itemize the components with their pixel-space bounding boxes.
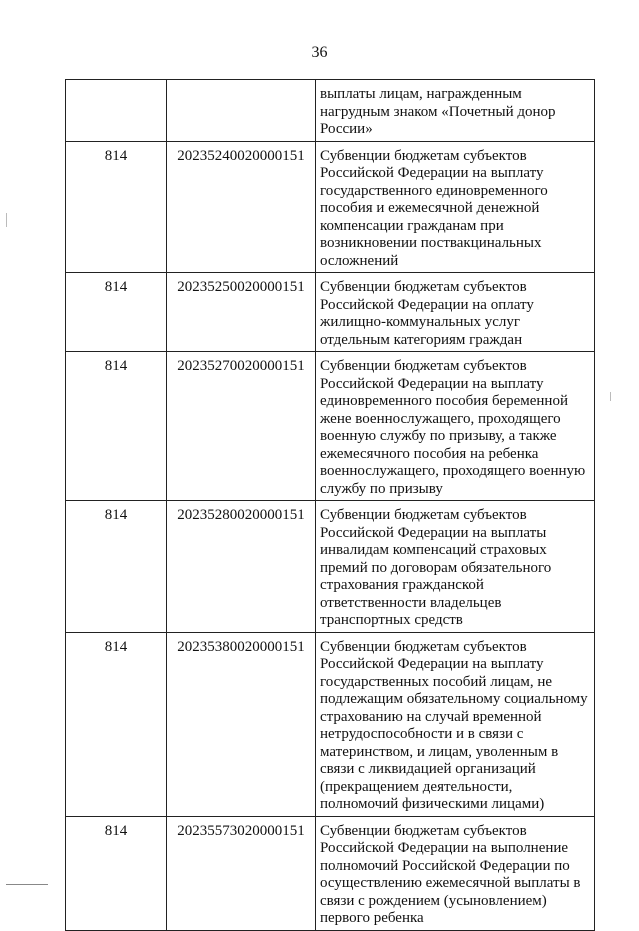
budget-code-cell: 20235280020000151 xyxy=(167,501,316,633)
admin-code-cell: 814 xyxy=(66,273,167,352)
budget-classification-table xyxy=(65,79,595,931)
footer-rule xyxy=(6,884,48,885)
admin-code-cell: 814 xyxy=(66,632,167,816)
admin-code-cell: 814 xyxy=(66,141,167,273)
table-row xyxy=(66,141,595,273)
table-row xyxy=(66,816,595,930)
scan-artifact-mark xyxy=(610,392,611,401)
table-row xyxy=(66,80,595,142)
budget-code-cell xyxy=(167,80,316,142)
budget-code-cell: 20235250020000151 xyxy=(167,273,316,352)
budget-code-cell: 20235573020000151 xyxy=(167,816,316,930)
admin-code-cell xyxy=(66,80,167,142)
revenue-name-cell: Субвенции бюджетам субъектов Российской Федерации на выплаты инвалидам компенсаций страховых премий по договорам обязательного страхования гражданской ответственности владельцев транспортных средств xyxy=(316,501,595,633)
page-number: 36 xyxy=(311,44,328,61)
revenue-name-cell: Субвенции бюджетам субъектов Российской Федерации на выплату государственного единовременного пособия и ежемесячной денежной компенсации гражданам при возникновении поствакцинальных осложнений xyxy=(316,141,595,273)
table-row xyxy=(66,352,595,501)
revenue-name-cell: Субвенции бюджетам субъектов Российской Федерации на выполнение полномочий Российской Федерации по осуществлению ежемесячной выплаты в связи с рождением (усыновлением) первого ребенка xyxy=(316,816,595,930)
scan-artifact-mark xyxy=(6,213,7,227)
revenue-name-cell: Субвенции бюджетам субъектов Российской Федерации на оплату жилищно-коммунальных услуг отдельным категориям граждан xyxy=(316,273,595,352)
budget-code-cell: 20235270020000151 xyxy=(167,352,316,501)
admin-code-cell: 814 xyxy=(66,816,167,930)
admin-code-cell: 814 xyxy=(66,501,167,633)
revenue-name-cell: выплаты лицам, награжденным нагрудным знаком «Почетный донор России» xyxy=(316,80,595,142)
table-row xyxy=(66,632,595,816)
revenue-name-cell: Субвенции бюджетам субъектов Российской Федерации на выплату государственных пособий лицам, не подлежащим обязательному социальному страхованию на случай временной нетрудоспособности и в связи с материнством, и лицам, уволенным в связи с ликвидацией организаций (прекращением деятельности, полномочий физическими лицами) xyxy=(316,632,595,816)
budget-code-cell: 20235240020000151 xyxy=(167,141,316,273)
admin-code-cell: 814 xyxy=(66,352,167,501)
revenue-name-cell: Субвенции бюджетам субъектов Российской Федерации на выплату единовременного пособия беременной жене военнослужащего, проходящего военную службу по призыву, а также ежемесячного пособия на ребенка военнослужащего, проходящего военную службу по призыву xyxy=(316,352,595,501)
table-row xyxy=(66,273,595,352)
table-row xyxy=(66,501,595,633)
budget-code-cell: 20235380020000151 xyxy=(167,632,316,816)
